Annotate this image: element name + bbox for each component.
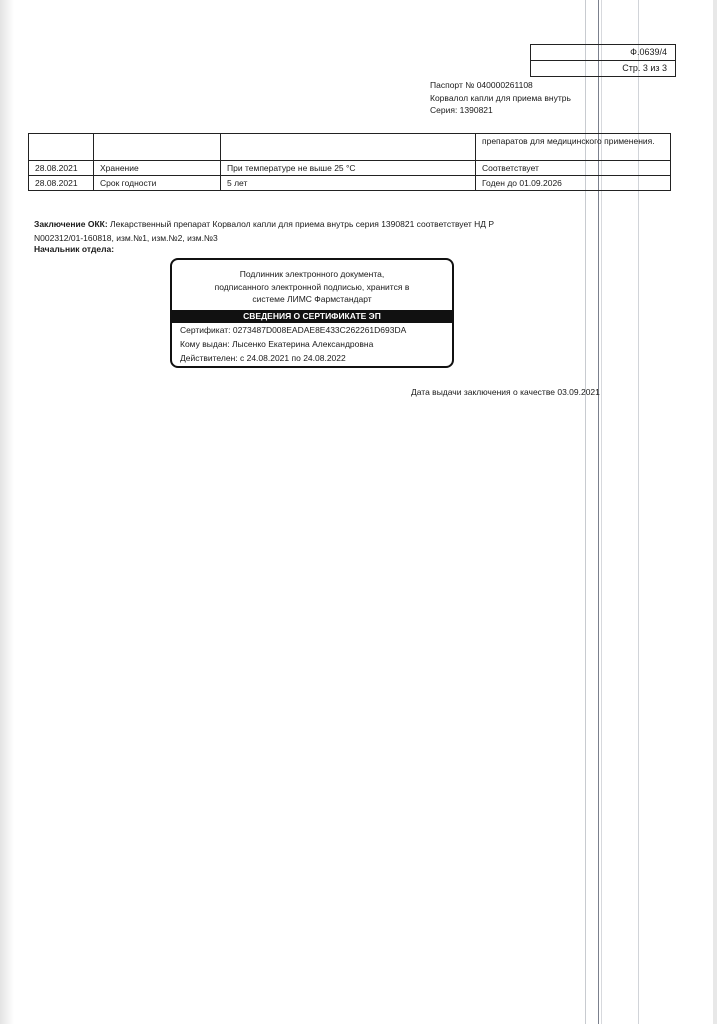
- table-row: [29, 134, 671, 161]
- series-number: Серия: 1390821: [430, 105, 493, 115]
- product-name: Корвалол капли для приема внутрь: [430, 92, 571, 103]
- form-code-box: [530, 44, 676, 77]
- table-cell: [29, 134, 94, 161]
- table-cell: 5 лет: [221, 176, 476, 191]
- page-number: Стр. 3 из 3: [531, 60, 675, 76]
- table-row: [29, 161, 671, 176]
- conclusion-text: Лекарственный препарат Корвалол капли для приема внутрь серия 1390821 соответствует НД Р N002312/01-160818, изм.№1, изм.№2, изм.№3: [34, 219, 495, 243]
- certificate-number: Сертификат: 0273487D008EADAE8E433C262261D693DA: [180, 324, 407, 335]
- table-row: [29, 176, 671, 191]
- stamp-line: Подлинник электронного документа,: [239, 269, 385, 279]
- table-cell: препаратов для медицинского применения.: [476, 134, 671, 161]
- scan-shadow-right: [713, 0, 717, 1024]
- table-cell: Годен до 01.09.2026: [476, 176, 671, 191]
- stamp-header: СВЕДЕНИЯ О СЕРТИФИКАТЕ ЭП: [172, 310, 452, 323]
- scan-shadow-left: [0, 0, 14, 1024]
- table-cell: Соответствует: [476, 161, 671, 176]
- e-signature-stamp: [170, 258, 454, 368]
- stamp-line: подписанного электронной подписью, хранится в: [214, 281, 410, 292]
- table-cell: Хранение: [94, 161, 221, 176]
- results-table: [28, 133, 671, 191]
- head-of-department-label: Начальник отдела:: [34, 244, 115, 254]
- qc-conclusion: [34, 217, 534, 245]
- passport-number: Паспорт № 040000261108: [430, 80, 533, 90]
- certificate-owner: Кому выдан: Лысенко Екатерина Александровна: [180, 338, 374, 349]
- table-cell: 28.08.2021: [29, 176, 94, 191]
- form-code: Ф.0639/4: [630, 47, 667, 57]
- stamp-intro: [172, 260, 452, 306]
- table-cell: 28.08.2021: [29, 161, 94, 176]
- passport-block: [430, 79, 571, 117]
- issue-date: Дата выдачи заключения о качестве 03.09.2021: [411, 387, 600, 397]
- certificate-validity: Действителен: с 24.08.2021 по 24.08.2022: [180, 352, 346, 363]
- table-cell: При температуре не выше 25 °С: [221, 161, 476, 176]
- table-cell: [94, 134, 221, 161]
- conclusion-label: Заключение ОКК:: [34, 219, 108, 229]
- table-cell: [221, 134, 476, 161]
- stamp-line: системе ЛИМС Фармстандарт: [252, 294, 372, 304]
- table-cell: Срок годности: [94, 176, 221, 191]
